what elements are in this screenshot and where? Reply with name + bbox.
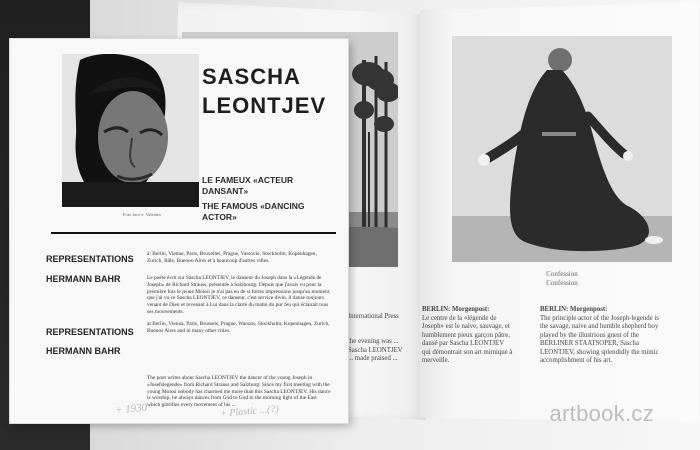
dancer-caption-english: Confession xyxy=(546,279,578,287)
portrait-photo xyxy=(62,54,199,207)
portrait-credit: Foto Jaco e. Valentin xyxy=(123,212,161,217)
program-text-english-review: The poet writes about Sascha LEONTJEV the dancer of the young Joseph in «Josefslegende» from Richard Strauss and Salzburg: Since my first meeting with the young Moissi nobody has charmed me more than this Sascha LEONTJEV. His dance is worship, he always dances from God to God in the morning light of the East which glorifies every movement of his ... xyxy=(147,375,331,409)
section-heading: HERMANN BAHR xyxy=(46,346,121,356)
watermark: artbook.cz xyxy=(549,401,654,426)
tagline-english: THE FAMOUS «DANCING ACTOR» xyxy=(202,201,305,222)
section-heading: REPRESENTATIONS xyxy=(46,254,134,264)
dancer-photo xyxy=(452,36,672,262)
berlin-left-text: Le centre de la «légende de Joseph» est le naïve, sauvage, et humblement pieux garçon pâtre, dansé par Sascha LEONTJEV qui démontrait son art mimique à merveille. xyxy=(422,314,513,364)
program-sheet xyxy=(10,39,348,423)
tagline-french: LE FAMEUX «ACTEUR DANSANT» xyxy=(202,175,294,196)
section-heading: HERMANN BAHR xyxy=(46,274,121,284)
booklet-middle-heading: International Press xyxy=(348,313,399,320)
pencil-note-2: + Plastic ...(?) xyxy=(219,403,280,420)
berlin-review-french xyxy=(422,306,514,366)
section-heading: REPRESENTATIONS xyxy=(46,327,134,337)
program-text-french-review: Le poète écrit sur Sascha LEONTJEV, le danseur du Joseph dans la «Légende de Joseph» de Richard Strauss, présentée à Salzbourg: Depuis que j'avais vu pour la première fois le jeune Moïssi je n'ai pas eu de si fortes impressions jusqu'au moment que j'ai vu ce Sascha LEONTJEV, ce danseur, c'est service divin, il danse toujours venant de Dieu et revenant à Lui dans la clarté du matin du pur feu qui éclairait tous ses mouvements. xyxy=(147,275,330,315)
program-divider xyxy=(51,232,336,234)
berlin-left-source: Morgenpost: xyxy=(452,306,490,313)
dancer-caption-french: Confession xyxy=(546,270,578,278)
berlin-left-title: BERLIN: xyxy=(422,306,451,313)
berlin-right-source: Morgenpost: xyxy=(570,306,608,313)
artist-first-name: SASCHA xyxy=(202,64,301,89)
pencil-note: + 1930 xyxy=(114,401,148,417)
berlin-right-text: The principle actor of the Joseph-legende is the savage, naive and humble shepherd boy played by the illustrious guest of the BERLINER STAATSOPER, Sascha LEONTJEV, showing splendidly the mimic accomplishment of his art. xyxy=(540,314,659,364)
booklet-middle-text: the evening was ... Sascha LEONTJEV ... made praised ... xyxy=(348,338,403,362)
artist-last-name: LEONTJEV xyxy=(202,93,327,118)
berlin-review-english xyxy=(540,306,668,366)
program-text-english-cities: at Berlin, Vienna, Paris, Brussels, Prague, Warsaw, Stockholm, Kopenhagen, Zurich, Buenos Aires and in many other cities. xyxy=(147,321,330,334)
berlin-right-title: BERLIN: xyxy=(540,306,569,313)
program-text-french-cities: à: Berlin, Vienne, Paris, Bruxelles, Prague, Varsovie, Stockholm, Kopenhagen, Zurich, Bâle, Buenos-Aires et à beaucoup d'autres villes. xyxy=(147,251,317,264)
